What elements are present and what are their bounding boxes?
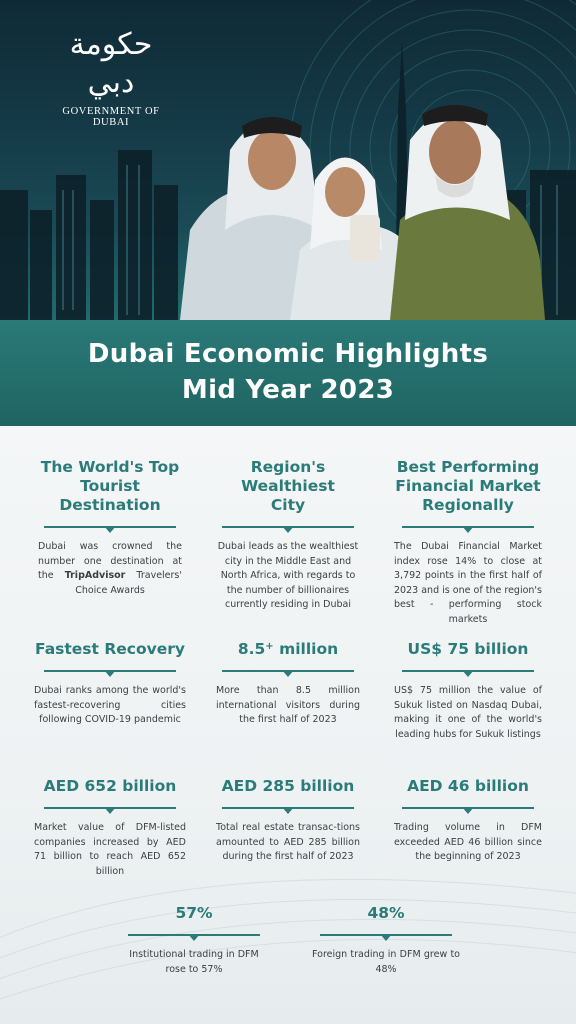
triangle-down-icon bbox=[282, 670, 294, 677]
highlight-heading: US$ 75 billion bbox=[407, 640, 529, 658]
logo-arabic-text: حكومة دبي bbox=[69, 27, 153, 100]
triangle-down-icon bbox=[104, 526, 116, 533]
highlight-description: The Dubai Financial Market index rose 14% to close at 3,792 points in the first half of 2023 and is one of the region's best - performing stock markets bbox=[394, 541, 542, 625]
highlight-institutional-trading bbox=[120, 904, 268, 977]
highlight-heading: AED 285 billion bbox=[221, 777, 355, 795]
highlight-heading: Region's Wealthiest City bbox=[241, 458, 335, 514]
highlight-description: Institutional trading in DFM rose to 57% bbox=[129, 949, 259, 975]
triangle-down-icon bbox=[462, 807, 474, 814]
highlight-description: Market value of DFM-listed companies increased by AED 71 billion to reach AED 652 billion bbox=[34, 822, 186, 877]
triangle-down-icon bbox=[462, 670, 474, 677]
highlight-heading: 8.5+ million bbox=[237, 640, 339, 658]
triangle-down-icon bbox=[282, 526, 294, 533]
divider bbox=[402, 803, 534, 813]
highlight-description: Foreign trading in DFM grew to 48% bbox=[312, 949, 460, 975]
highlight-description: US$ 75 million the value of Sukuk listed on Nasdaq Dubai, making it one of the world's leading hubs for Sukuk listings bbox=[394, 685, 542, 740]
divider bbox=[44, 522, 176, 532]
highlight-financial-market bbox=[394, 458, 542, 627]
highlight-description: Dubai leads as the wealthiest city in the Middle East and North Africa, with regards to the number of billionaires currently residing in Dubai bbox=[217, 541, 359, 610]
highlight-tourist-destination bbox=[38, 458, 182, 598]
tripadvisor-brand: TripAdvisor bbox=[64, 570, 126, 581]
title-banner bbox=[0, 320, 576, 426]
title-line-2: Mid Year 2023 bbox=[181, 375, 395, 405]
highlight-trading-volume bbox=[394, 777, 542, 865]
divider bbox=[402, 522, 534, 532]
triangle-down-icon bbox=[282, 807, 294, 814]
highlight-heading: Fastest Recovery bbox=[35, 640, 185, 658]
triangle-down-icon bbox=[104, 807, 116, 814]
divider bbox=[402, 666, 534, 676]
leaders-photo bbox=[160, 80, 560, 320]
divider bbox=[222, 666, 354, 676]
triangle-down-icon bbox=[104, 670, 116, 677]
triangle-down-icon bbox=[380, 934, 392, 941]
highlight-foreign-trading bbox=[312, 904, 460, 977]
divider bbox=[44, 803, 176, 813]
highlight-heading: Best Performing Financial Market Regionally bbox=[395, 458, 541, 514]
highlight-sukuk bbox=[394, 640, 542, 742]
highlight-fastest-recovery bbox=[34, 640, 186, 728]
highlight-dfm-market-value bbox=[34, 777, 186, 879]
highlight-visitors bbox=[216, 640, 360, 728]
triangle-down-icon bbox=[462, 526, 474, 533]
highlight-heading: 48% bbox=[367, 904, 405, 922]
title-line-1: Dubai Economic Highlights bbox=[87, 339, 489, 369]
page-title bbox=[0, 320, 576, 408]
highlight-wealthiest-city bbox=[216, 458, 360, 613]
highlight-description: Total real estate transac-tions amounted to AED 285 billion during the first half of 2023 bbox=[216, 822, 360, 862]
highlight-description: Trading volume in DFM exceeded AED 46 billion since the beginning of 2023 bbox=[394, 822, 542, 862]
highlight-real-estate bbox=[216, 777, 360, 865]
divider bbox=[320, 930, 452, 940]
government-of-dubai-logo bbox=[46, 26, 176, 128]
highlight-heading: The World's Top Tourist Destination bbox=[40, 458, 180, 514]
divider bbox=[222, 522, 354, 532]
divider bbox=[222, 803, 354, 813]
hero-image bbox=[0, 0, 576, 320]
highlight-heading: 57% bbox=[175, 904, 213, 922]
highlight-description: Dubai was crowned the number one destination at the TripAdvisor Travelers' Choice Awards bbox=[38, 541, 182, 596]
highlight-description: More than 8.5 million international visitors during the first half of 2023 bbox=[216, 685, 360, 725]
highlight-heading: AED 46 billion bbox=[407, 777, 529, 795]
divider bbox=[44, 666, 176, 676]
triangle-down-icon bbox=[188, 934, 200, 941]
divider bbox=[128, 930, 260, 940]
highlight-description: Dubai ranks among the world's fastest-recovering cities following COVID-19 pandemic bbox=[34, 685, 186, 725]
highlight-heading: AED 652 billion bbox=[43, 777, 177, 795]
logo-english-text: GOVERNMENT OF DUBAI bbox=[62, 106, 160, 128]
